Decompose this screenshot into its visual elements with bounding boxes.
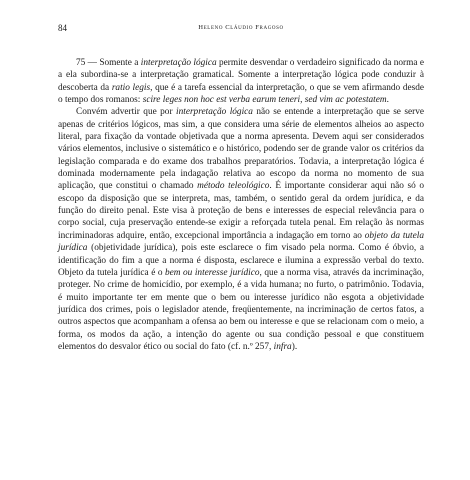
text-run: 75 — Somente a	[76, 58, 141, 68]
text-run: . É importante considerar aqui não só o escopo da disposição que se interpreta, mas, também, o sentido geral da ordem jurídica, e da função do direito penal. Este visa à proteção de bens e interesses de especial relevância para o corpo social, cuja preservação entende-se exigir a reforçada tutela penal. Em relação às normas incriminadoras adquire, então, excepcional importância a indagação em torno ao	[58, 181, 425, 241]
italic-text: interpretação lógica	[176, 107, 253, 118]
page-number: 84	[58, 23, 67, 33]
text-run: Convém advertir que por	[76, 107, 176, 118]
book-page	[58, 23, 424, 353]
body-text	[58, 57, 424, 353]
text-run: não se entende a interpretação que se serve apenas de critérios lógicos, mas sim, a que considera uma série de elementos alheios ao aspecto literal, para fixação da vontade objetivada que a norma apresenta. Devem aqui ser considerados vários elementos, inclusive o sistemático e o histórico, podendo ser de grande valor os critérios da legislação comparada e do exame dos trabalhos preparatórios. Todavia, a interpretação lógica é dominada modernamente pela indagação relativa ao escopo da norma no momento de sua aplicação, que constitui o chamado	[58, 107, 424, 192]
paragraph	[58, 106, 424, 353]
text-run: , que a norma visa, através da incriminação, proteger. No crime de homicídio, por exemplo, é a vida humana; no furto, o patrimônio. Todavia, é muito importante ter em mente que o bem ou interesse jurídico não esgota a objetividade jurídica dos crimes, pois o legislador atende, freqüentemente, na incriminação de certos fatos, a outros aspectos que acompanham a ofensa ao bem ou interesse e que se relacionam com o meio, a forma, os modos da ação, a intenção do agente ou sua condição pessoal e que constituem elementos do desvalor ético ou social do fato (cf. n.º 257,	[58, 267, 424, 352]
italic-text: método teleológico	[197, 181, 270, 192]
paragraph	[58, 57, 424, 106]
italic-text: bem ou interesse jurídico	[165, 267, 260, 278]
italic-text: ratio legis	[111, 82, 151, 93]
text-run: , que é a tarefa essencial da interpretação, o que se vem afirmando desde o tempo dos romanos:	[58, 82, 424, 106]
text-run: permite desvendar o verdadeiro significado da norma e a ela subordina-se a interpretação gramatical. Somente a interpretação lógica pode conduzir à descoberta da	[58, 58, 424, 93]
italic-text: objeto da tutela jurídica	[58, 230, 424, 254]
italic-text: interpretação lógica	[140, 58, 217, 68]
text-run: (objetividade jurídica), pois este esclarece o fim visado pela norma. Como é óbvio, a identificação do fim a que a norma é disposta, esclarece e ilumina a expressão verbal do texto. Objeto da tutela jurídica é o	[58, 243, 424, 278]
running-title: Heleno Cláudio Fragoso	[198, 24, 284, 31]
text-run: .	[386, 95, 389, 106]
text-run: ).	[291, 341, 298, 352]
italic-text: infra	[273, 341, 292, 352]
italic-text: scire leges non hoc est verba earum teneri, sed vim ac potestatem	[142, 95, 387, 106]
running-head	[58, 23, 424, 37]
